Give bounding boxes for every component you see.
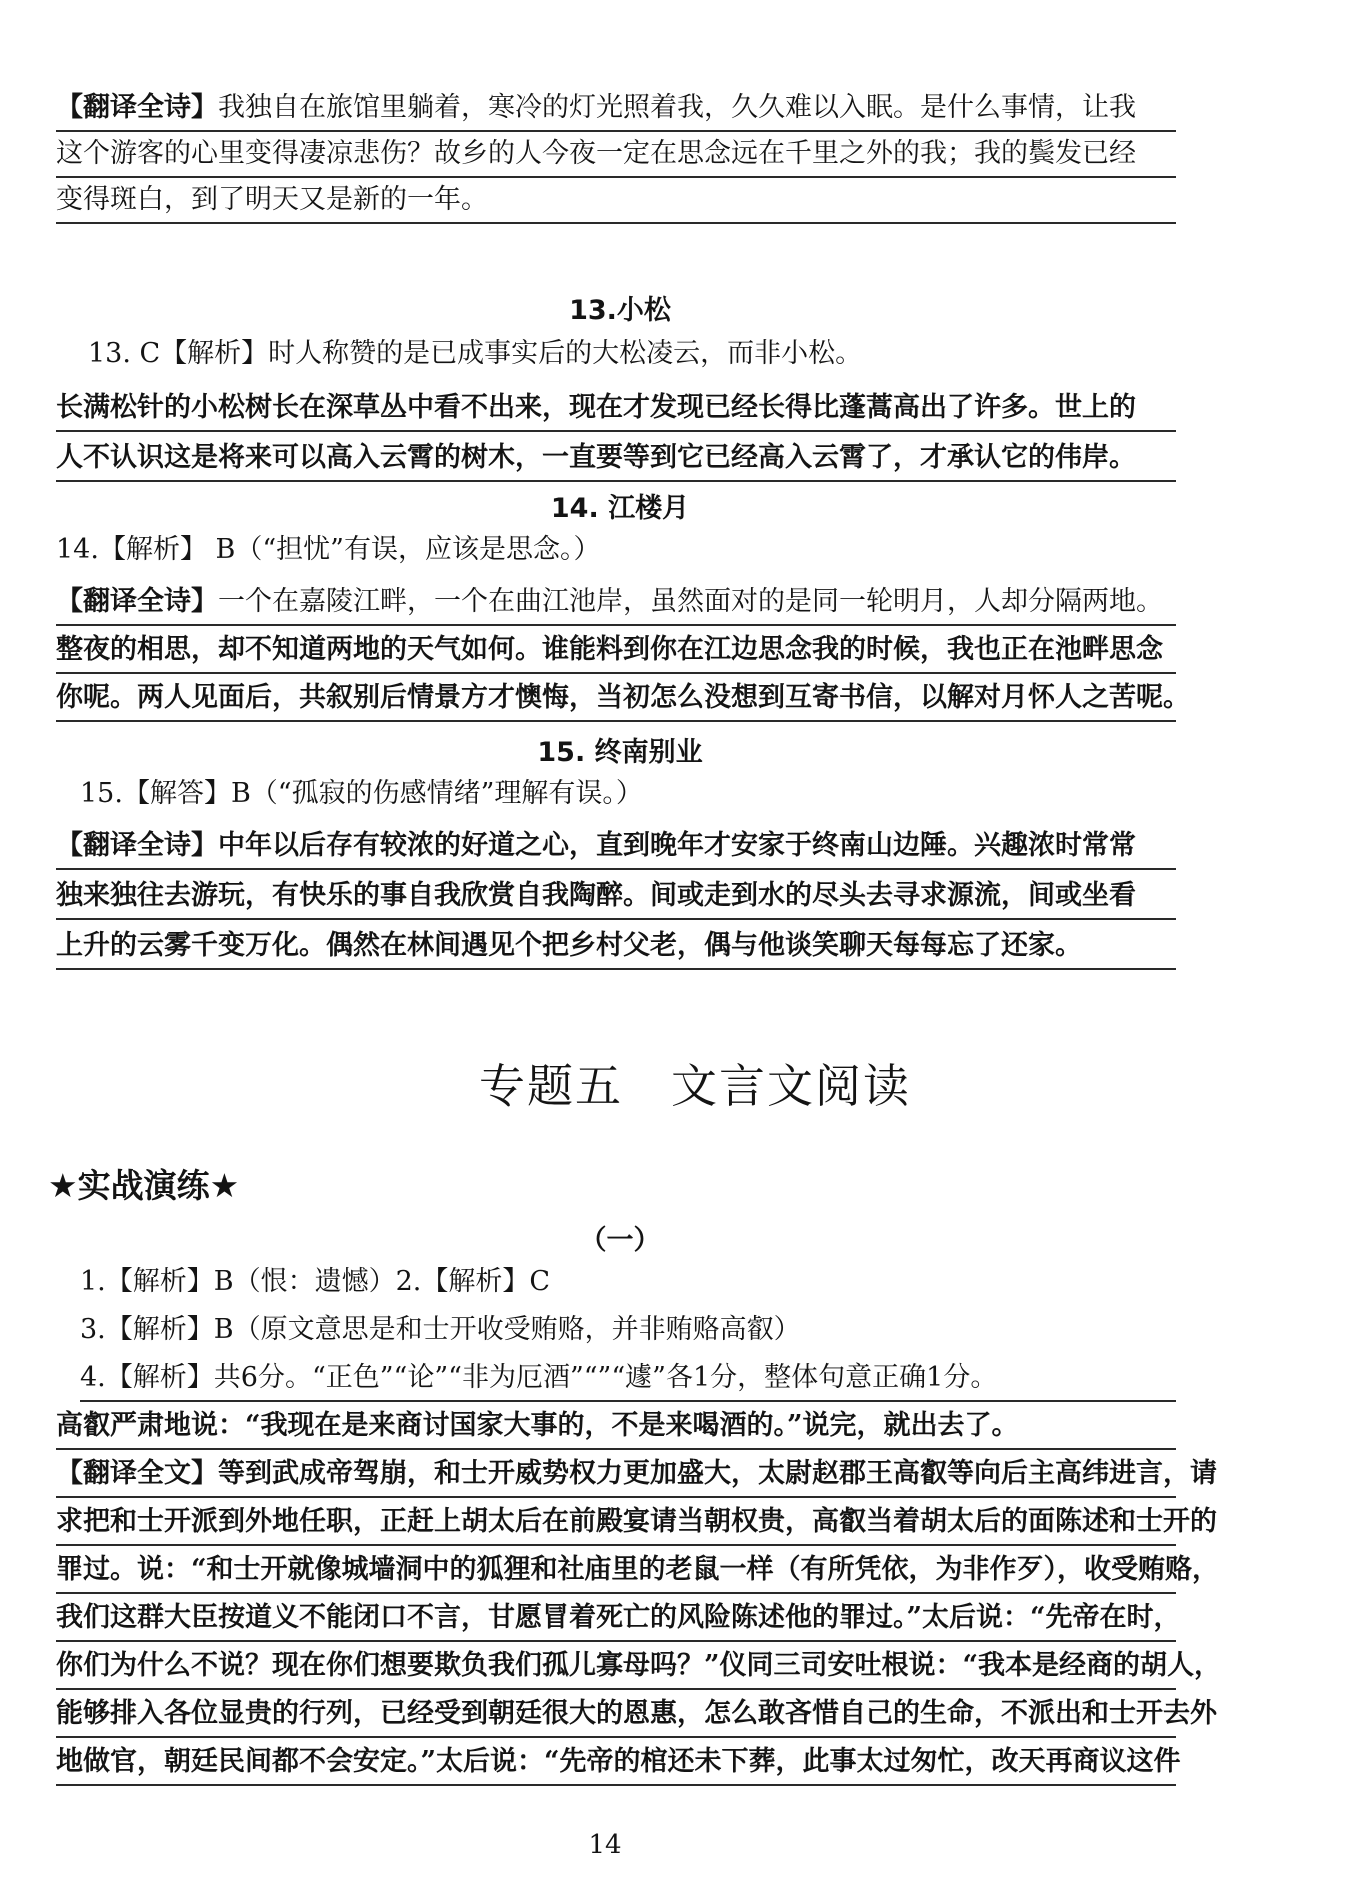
section-title-14: 14. 江楼月 (550, 493, 690, 524)
text-line: 独来独往去游玩，有快乐的事自我欣赏自我陶醉。间或走到水的尽头去寻求源流，间或坐看 (56, 874, 1176, 920)
translation-label: 【翻译全诗】 (56, 586, 218, 617)
text-line: 长满松针的小松树长在深草丛中看不出来，现在才发现已经长得比蓬蒿高出了许多。世上的 (56, 386, 1176, 432)
text-line: 这个游客的心里变得凄凉悲伤？故乡的人今夜一定在思念远在千里之外的我；我的鬓发已经 (56, 132, 1176, 178)
text-line: 【翻译全诗】我独自在旅馆里躺着，寒冷的灯光照着我，久久难以入眠。是什么事情，让我 (56, 86, 1176, 132)
translation-label: 【翻译全诗】 (56, 830, 218, 861)
section-title-15: 15. 终南别业 (537, 737, 703, 768)
text-line: 地做官，朝廷民间都不会安定。”太后说：“先帝的棺还未下葬，此事太过匆忙，改天再商议这件 (56, 1740, 1176, 1786)
part-heading: （一） (579, 1225, 661, 1256)
text-line: 你们为什么不说？现在你们想要欺负我们孤儿寡母吗？”仪同三司安吐根说：“我本是经商的胡人， (56, 1644, 1176, 1690)
answer-1-2: 1.【解析】B（恨：遗憾）2.【解析】C (80, 1266, 551, 1297)
text-line: 上升的云雾千变万化。偶然在林间遇见个把乡村父老，偶与他谈笑聊天每每忘了还家。 (56, 924, 1176, 970)
translation-label: 【翻译全诗】 (56, 92, 218, 123)
text-line: 能够排入各位显贵的行列，已经受到朝廷很大的恩惠，怎么敢吝惜自己的生命，不派出和士开去外 (56, 1692, 1176, 1738)
text-line: 【翻译全文】等到武成帝驾崩，和士开威势权力更加盛大，太尉赵郡王高叡等向后主高纬进言，请 (56, 1452, 1176, 1498)
translation-label: 【翻译全文】 (56, 1458, 218, 1489)
text-line: 我们这群大臣按道义不能闭口不言，甘愿冒着死亡的风险陈述他的罪过。”太后说：“先帝在时， (56, 1596, 1176, 1642)
topic-title: 专题五 文言文阅读 (479, 1059, 911, 1113)
text-line: 变得斑白，到了明天又是新的一年。 (56, 178, 1176, 224)
text-line: 【翻译全诗】一个在嘉陵江畔，一个在曲江池岸，虽然面对的是同一轮明月，人却分隔两地。 (56, 580, 1176, 626)
text-line: 罪过。说：“和士开就像城墙洞中的狐狸和社庙里的老鼠一样（有所凭依，为非作歹），收受贿赂， (56, 1548, 1176, 1594)
text-line: 【翻译全诗】中年以后存有较浓的好道之心，直到晚年才安家于终南山边陲。兴趣浓时常常 (56, 824, 1176, 870)
practice-heading: ★实战演练★ (48, 1166, 240, 1205)
section-title-13: 13.小松 (569, 295, 671, 326)
text-line: 整夜的相思，却不知道两地的天气如何。谁能料到你在江边思念我的时候，我也正在池畔思念 (56, 628, 1176, 674)
text-line: 4.【解析】共6分。“正色”“论”“非为厄酒”“”“遽”各1分，整体句意正确1分。 (80, 1356, 1176, 1402)
text-line: 人不认识这是将来可以高入云霄的树木，一直要等到它已经高入云霄了，才承认它的伟岸。 (56, 436, 1176, 482)
text-line: 求把和士开派到外地任职，正赶上胡太后在前殿宴请当朝权贵，高叡当着胡太后的面陈述和士开的 (56, 1500, 1176, 1546)
page-number: 14 (588, 1830, 622, 1860)
answer-14: 14.【解析】 B（“担忧”有误，应该是思念。） (56, 534, 601, 565)
answer-15: 15.【解答】B（“孤寂的伤感情绪”理解有误。） (80, 778, 643, 809)
answer-13: 13. C【解析】时人称赞的是已成事实后的大松凌云，而非小松。 (88, 338, 863, 369)
text-line: 你呢。两人见面后，共叙别后情景方才懊悔，当初怎么没想到互寄书信，以解对月怀人之苦呢。 (56, 676, 1176, 722)
text-line: 高叡严肃地说：“我现在是来商讨国家大事的，不是来喝酒的。”说完，就出去了。 (56, 1404, 1176, 1450)
answer-3: 3.【解析】B（原文意思是和士开收受贿赂，并非贿赂高叡） (80, 1314, 801, 1345)
